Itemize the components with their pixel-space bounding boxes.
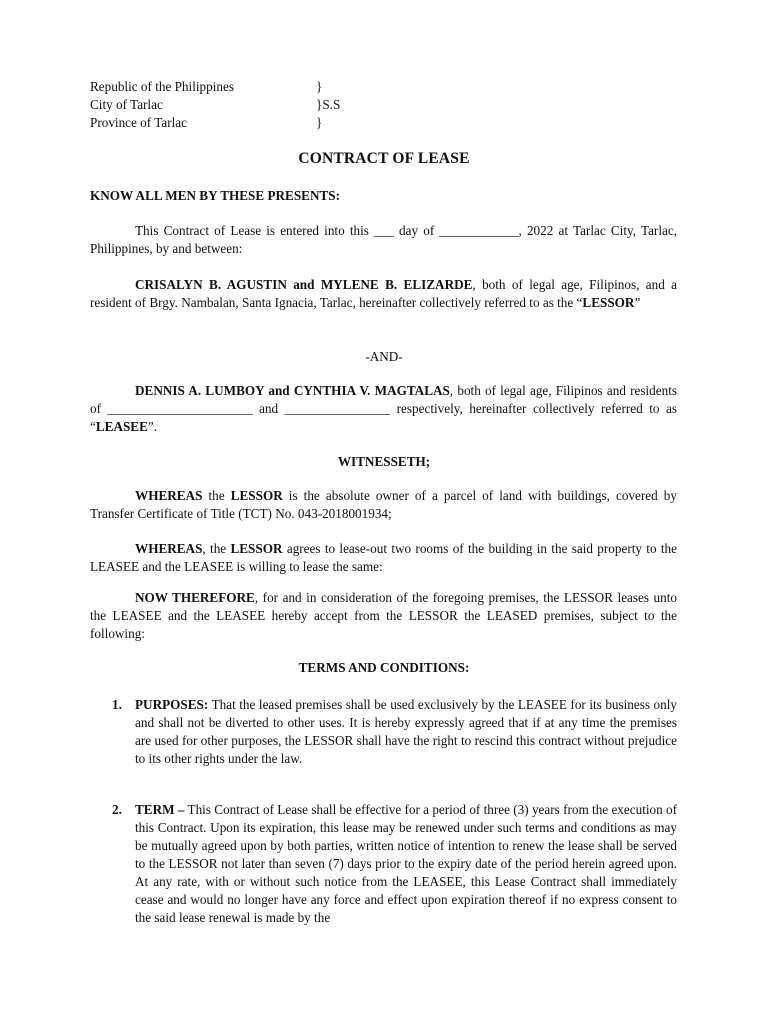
whereas-rest: is the absolute owner of a parcel of land with buildings, covered by Transfer Certificate of Title (TCT) No. 043-2018001934;: [90, 488, 677, 521]
term-number: 2.: [112, 802, 122, 817]
whereas-lessor: LESSOR: [230, 541, 283, 556]
leasee-names: DENNIS A. LUMBOY and CYNTHIA V. MAGTALAS: [135, 383, 450, 398]
term-item-term: [90, 801, 677, 927]
terms-heading: TERMS AND CONDITIONS:: [298, 660, 470, 675]
venue-brace: }S.S: [316, 97, 341, 112]
intro-paragraph: This Contract of Lease is entered into this ___ day of ____________, 2022 at Tarlac City, Tarlac, Philippines, by and between:: [90, 223, 677, 256]
leasee-close: ”.: [147, 419, 158, 434]
lessor-text: , both of legal age, Filipinos, and a resident of Brgy. Nambalan, Santa Ignacia, Tarlac, hereinafter collectively referred to as the “: [90, 277, 678, 310]
whereas-lead: WHEREAS: [135, 488, 203, 503]
term-number: 1.: [112, 697, 122, 712]
document-title: CONTRACT OF LEASE: [298, 150, 470, 167]
whereas-mid: the: [202, 488, 231, 503]
whereas-mid: , the: [202, 541, 231, 556]
whereas-rest: agrees to lease-out two rooms of the building in the said property to the LEASEE and the LEASEE is willing to lease the same:: [90, 541, 677, 574]
venue-place: Republic of the Philippines: [90, 79, 234, 94]
now-therefore-rest: , for and in consideration of the foregoing premises, the LESSOR leases unto the LEASEE and the LEASEE hereby accept from the LESSOR the LEASED premises, subject to the following:: [90, 590, 678, 641]
term-text: This Contract of Lease shall be effective for a period of three (3) years from the execution of this Contract. Upon its expiration, this lease may be renewed under such terms and conditions as may be mutually agreed upon by both parties, written notice of intention to renew the lease shall be served to the LESSOR not later than seven (7) days prior to the expiry date of the period herein agreed upon. At any rate, with or without such notice from the LEASEE, this Lease Contract shall immediately cease and would no longer have any force and effect upon expiration thereof if no express consent to the said lease renewal is made by the: [135, 802, 677, 925]
venue-brace: }: [316, 115, 323, 130]
term-item-purposes: [90, 696, 677, 768]
and-separator: -AND-: [365, 349, 403, 364]
whereas-paragraph-1: [90, 487, 677, 523]
venue-brace: }: [316, 79, 323, 94]
term-label: PURPOSES:: [135, 697, 209, 712]
venue-place: Province of Tarlac: [90, 115, 187, 130]
whereas-paragraph-2: [90, 540, 677, 576]
venue-place: City of Tarlac: [90, 97, 163, 112]
leasee-paragraph: [90, 382, 677, 436]
lessor-names: CRISALYN B. AGUSTIN and MYLENE B. ELIZARDE: [135, 277, 473, 292]
lessor-label: LESSOR: [582, 295, 635, 310]
now-therefore-paragraph: [90, 589, 677, 643]
term-text: That the leased premises shall be used exclusively by the LEASEE for its business only and shall not be diverted to other uses. It is hereby expressly agreed that if at any time the premises are used for other purposes, the LESSOR shall have the right to rescind this contract without prejudice to its other rights under the law.: [135, 697, 677, 766]
term-body: [135, 801, 677, 927]
leasee-text: , both of legal age, Filipinos and residents of ______________________ and ________________ respectively, hereinafter collectively referred to as “: [90, 383, 677, 434]
whereas-lessor: LESSOR: [230, 488, 283, 503]
term-body: [135, 696, 677, 768]
term-label: TERM –: [135, 802, 185, 817]
now-therefore-lead: NOW THEREFORE: [135, 590, 255, 605]
whereas-lead: WHEREAS: [135, 541, 203, 556]
lessor-paragraph: [90, 276, 677, 312]
lessor-close: ”: [634, 295, 641, 310]
leasee-label: LEASEE: [95, 419, 148, 434]
witnesseth-heading: WITNESSETH;: [337, 454, 431, 469]
know-all-heading: KNOW ALL MEN BY THESE PRESENTS:: [90, 188, 341, 203]
